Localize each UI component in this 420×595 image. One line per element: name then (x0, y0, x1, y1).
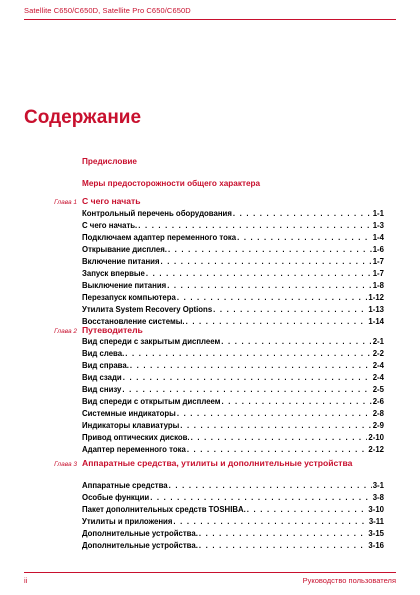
chapter-title[interactable]: Аппаратные средства, утилиты и дополнительные устройства (82, 458, 353, 468)
toc-entry[interactable]: С чего начать. . . . 1-3 (82, 221, 384, 233)
toc-entry[interactable]: Подключаем адаптер переменного тока . . . 1-4 (82, 233, 384, 245)
toc-entry[interactable]: Выключение питания . . . 1-8 (82, 281, 384, 293)
toc-entry[interactable]: Вид снизу . . . 2-5 (82, 385, 384, 397)
toc-entry[interactable]: Аппаратные средства . . . 3-1 (82, 481, 384, 493)
header-rule (24, 19, 396, 20)
toc-entry[interactable]: Пакет дополнительных средств TOSHIBA. . . . 3-10 (82, 505, 384, 517)
chapter-label: Глава 1 (54, 199, 77, 206)
chapter-title[interactable]: С чего начать (82, 196, 141, 206)
footer-rule (24, 572, 396, 573)
toc-entry[interactable]: Дополнительные устройства. . . . 3-16 (82, 541, 384, 553)
toc-entry[interactable]: Включение питания . . . 1-7 (82, 257, 384, 269)
chapter-label: Глава 3 (54, 461, 77, 468)
toc-entry[interactable]: Восстановление системы. . . . 1-14 (82, 317, 384, 329)
toc-entry[interactable]: Особые функции . . . 3-8 (82, 493, 384, 505)
header-product-name: Satellite C650/C650D, Satellite Pro C650/C650D (24, 6, 191, 15)
toc-entry[interactable]: Вид спереди с открытым дисплеем . . . 2-6 (82, 397, 384, 409)
toc-entry[interactable]: Привод оптических дисков. . . . 2-10 (82, 433, 384, 445)
chapter-label: Глава 2 (54, 328, 77, 335)
toc-entry[interactable]: Вид спереди с закрытым дисплеем . . . 2-1 (82, 337, 384, 349)
toc-entry[interactable]: Запуск впервые . . . 1-7 (82, 269, 384, 281)
toc-entry[interactable]: Дополнительные устройства. . . . 3-15 (82, 529, 384, 541)
page-title: Содержание (24, 107, 142, 128)
toc-entry[interactable]: Открывание дисплея. . . . 1-6 (82, 245, 384, 257)
toc-entry[interactable]: Утилиты и приложения . . . 3-11 (82, 517, 384, 529)
footer-manual-title: Руководство пользователя (302, 576, 396, 585)
toc-entry[interactable]: Системные индикаторы . . . 2-8 (82, 409, 384, 421)
toc-entry[interactable]: Вид сзади . . . 2-4 (82, 373, 384, 385)
toc-entry[interactable]: Индикаторы клавиатуры . . . 2-9 (82, 421, 384, 433)
toc-front-safety[interactable]: Меры предосторожности общего характера (82, 179, 261, 188)
toc-entry[interactable]: Перезапуск компьютера . . . 1-12 (82, 293, 384, 305)
toc-entry[interactable]: Утилита System Recovery Options . . . 1-13 (82, 305, 384, 317)
chapter-title[interactable]: Путеводитель (82, 325, 143, 335)
toc-entry[interactable]: Контрольный перечень оборудования . . . 1-1 (82, 209, 384, 221)
toc-front-preface[interactable]: Предисловие (82, 157, 137, 166)
toc-entry[interactable]: Адаптер переменного тока . . . 2-12 (82, 445, 384, 457)
footer-page-number: ii (24, 576, 28, 585)
toc-entry[interactable]: Вид справа. . . . 2-4 (82, 361, 384, 373)
toc-entry[interactable]: Вид слева. . . . 2-2 (82, 349, 384, 361)
